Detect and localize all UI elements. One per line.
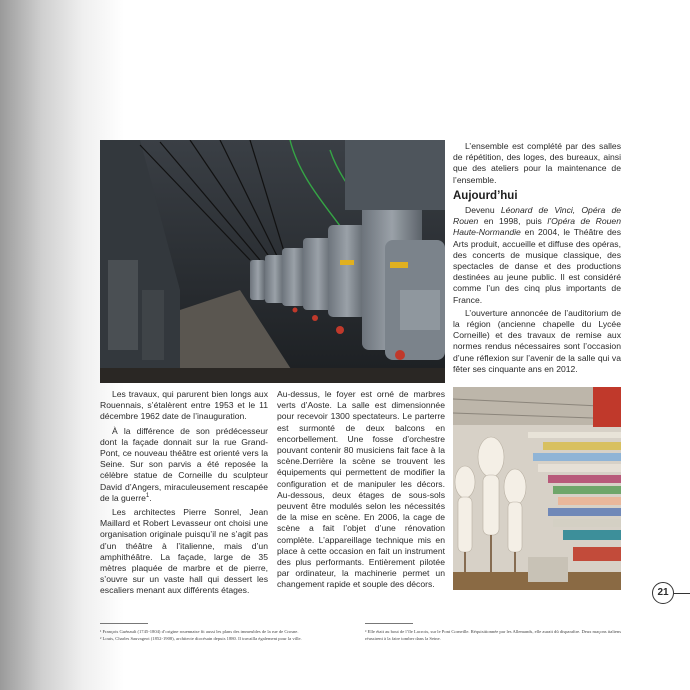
italic-name: Léonard de Vinci, Opéra de Rouen [453, 205, 622, 227]
page-number: 21 [652, 582, 674, 604]
footnotes-left [100, 628, 358, 642]
paragraph-text: en 1998, puis [478, 216, 548, 227]
footnote-rule [365, 623, 413, 624]
paragraph: L’ensemble est complété par des salles de répétition, des loges, des bureaux, ainsi que des ateliers pour la maintenance de l’ensemble. [453, 141, 621, 185]
paragraph: Au-dessus, le foyer est orné de marbres verts d’Aoste. La salle est dimensionnée pour recevoir 1300 spectateurs. Le parterre est surmonté de deux balcons en encorbellement. Une fosse d’orchestre pouvant contenir 80 musiciens fait face à la scène.Derrière la scène se trouvent les équipements qui permettent de modifier la configuration et de manipuler les décors. Au-dessous, deux étages de sous-sols peuvent être modulés selon les nécessités de la mise en scène. En 2006, la cage de scène a fait l’objet d’une rénovation complète. L’appareillage technique mis en place à cette occasion en fait un instrument des plus performants. Entièrement pilotée par ordinateur, la machinerie permet un changement rapide et souple des décors. [277, 389, 445, 590]
footnote-ref: 1 [145, 492, 150, 499]
page-number-rule [674, 593, 690, 594]
footnote-rule [100, 623, 148, 624]
text-column-3 [453, 141, 621, 377]
paragraph [100, 426, 268, 504]
text-column-2 [277, 389, 445, 594]
paragraph-text: en 2004, le Théâtre des Arts produit, accueille et diffuse des opéras, des concerts de musique classique, des spectacles de danse et des productions destinées au jeune public. Il est considéré comme l’un des cinq plus importants de France. [453, 227, 621, 305]
footnotes-right [365, 628, 623, 642]
paragraph-text: À la différence de son prédécesseur dont la façade donnait sur la rue Grand-Pont, ce nouveau théâtre est orienté vers la Seine. Sur son parvis a été reposée la célèbre statue de Corneille du sculpteur David d’Angers, miraculeusement rescapée de la guerre [100, 425, 268, 503]
paragraph: Les travaux, qui parurent bien longs aux Rouennais, s’étalèrent entre 1953 et le 11 décembre 1962 date de l’inauguration. [100, 389, 268, 422]
footnote: ³ Elle était au bout de l’île Lacroix, sur le Pont Corneille. Réquisitionnée par les Allemands, elle aurait dû disparaître. Deux maçons italiens réussirent à la faire tomber dans la Seine. [365, 629, 622, 641]
mechanical-room-photo [100, 140, 445, 383]
costume-storage-photo [453, 387, 621, 590]
section-heading: Aujourd’hui [453, 189, 518, 202]
footnote: ² Louis, Charles Sauvageot (1852-1908), architecte diocésain depuis 1880. Il travailla également pour la ville. [100, 636, 302, 641]
italic-name: l’Opéra de Rouen Haute-Normandie [453, 216, 621, 238]
paragraph-text: Devenu [465, 205, 501, 216]
footnote: ¹ François Guénault (1745-1804) d’origine rouennaise fit aussi les plans des immeubles de la rue de Crosne. [100, 629, 299, 634]
text-column-1 [100, 389, 268, 600]
paragraph-end: . [149, 492, 152, 503]
paragraph: Les architectes Pierre Sonrel, Jean Maillard et Robert Levasseur ont choisi une organisation originale puisqu’il ne s’agit pas d’un théâtre à l’italienne, mais d’un amphithéâtre. La façade, large de 35 mètres plaquée de marbre et de pierre, s’ouvre sur un vaste hall qui dessert les escaliers menant aux différents étages. [100, 507, 268, 596]
paragraph [453, 205, 621, 306]
paragraph: L’ouverture annoncée de l’auditorium de la région (ancienne chapelle du Lycée Corneille) et des travaux de remise aux normes rendus nécessaires sont l’occasion d’une réflexion sur l’avenir de la salle qui va fêter ses cinquante ans en 2012. [453, 307, 621, 374]
